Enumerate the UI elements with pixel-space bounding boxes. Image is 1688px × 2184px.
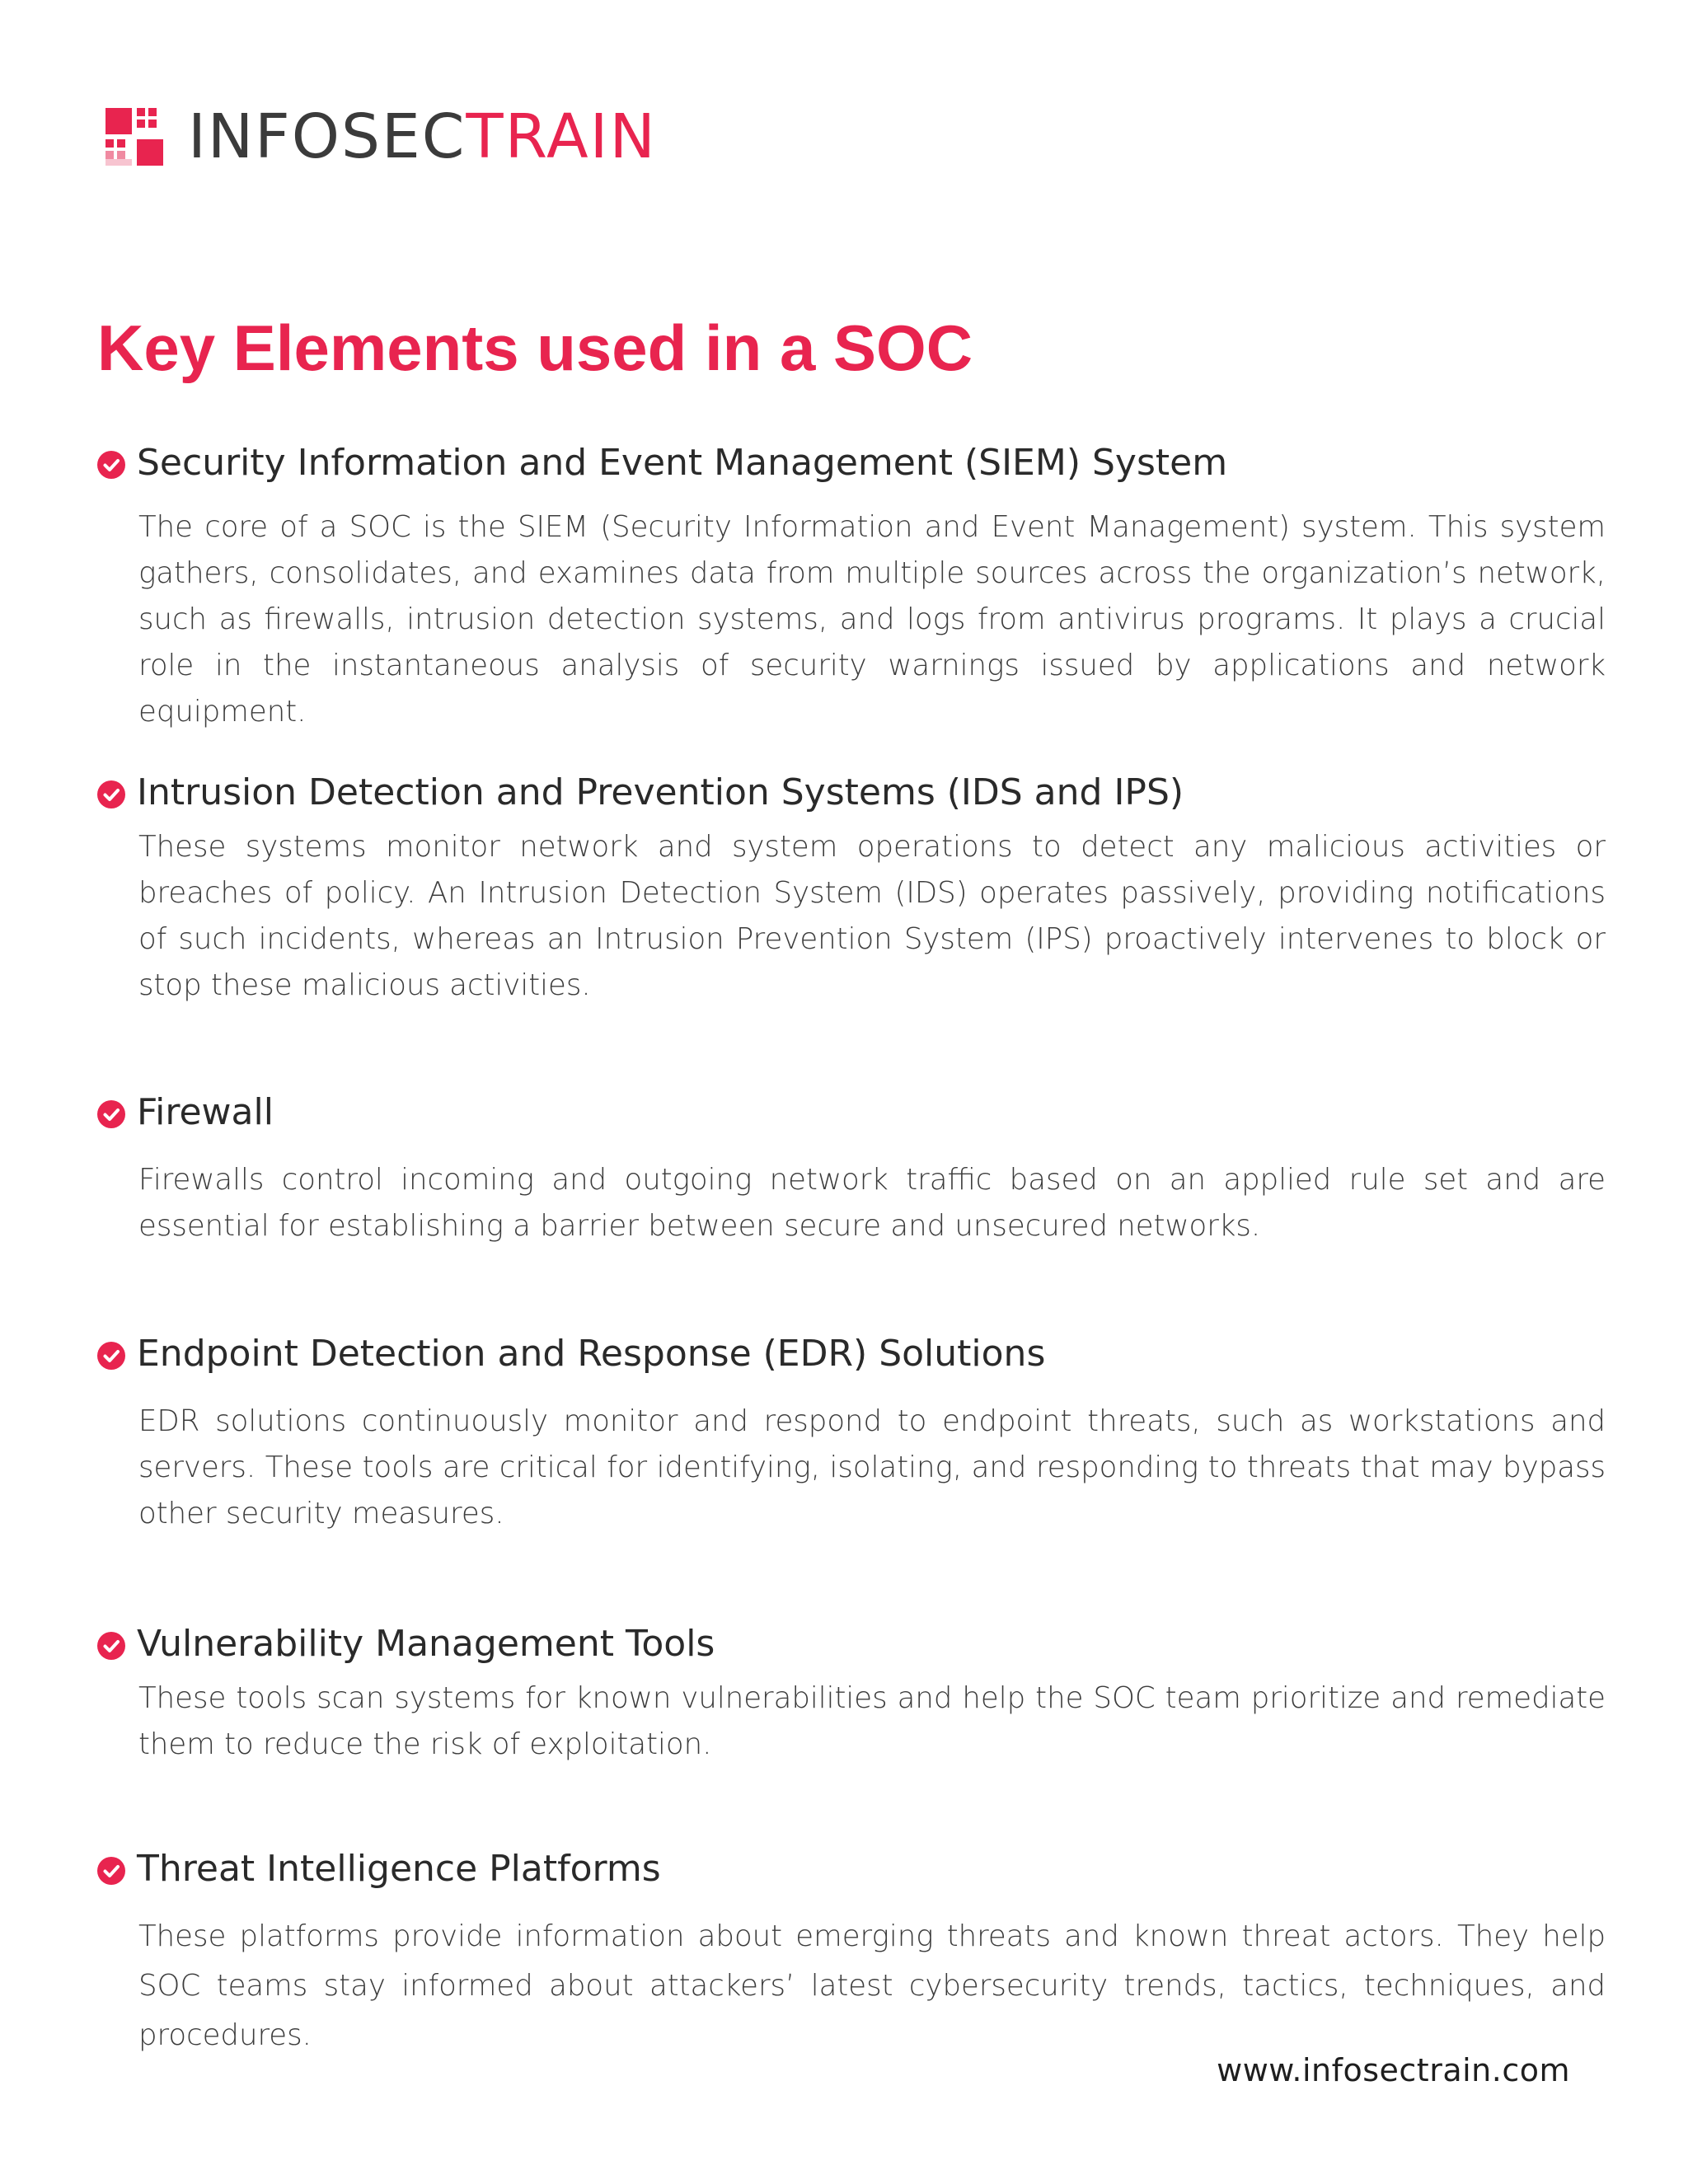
infosectrain-logo-icon bbox=[106, 108, 163, 166]
section-edr bbox=[97, 1329, 1606, 1537]
logo-wordmark-infosec: INFOSEC bbox=[188, 101, 467, 172]
section-firewall bbox=[97, 1088, 1606, 1249]
logo-wordmark-train: TRAIN bbox=[466, 101, 657, 172]
check-circle-icon bbox=[97, 1342, 125, 1370]
section-body: These systems monitor network and system operations to detect any malicious activities or breaches of policy. An Intrusion Detection System (IDS) operates passively, providing notifications of such incidents, whereas an Intrusion Prevention System (IPS) proactively intervenes to block or stop these malicious activities. bbox=[138, 830, 1606, 1002]
section-body: These tools scan systems for known vulnerabilities and help the SOC team prioritize and remediate them to reduce the risk of exploitation. bbox=[138, 1681, 1606, 1761]
section-title: Endpoint Detection and Response (EDR) Solutions bbox=[137, 1333, 1046, 1375]
check-circle-icon bbox=[97, 780, 125, 808]
check-circle-icon bbox=[97, 1857, 125, 1885]
check-circle-icon bbox=[97, 1632, 125, 1660]
section-vulnerability-management bbox=[97, 1619, 1606, 1768]
section-siem bbox=[97, 438, 1606, 735]
section-body: The core of a SOC is the SIEM (Security Information and Event Management) system. This system gathers, consolidates, and examines data from multiple sources across the organization’s network, such as firewalls, intrusion detection systems, and logs from antivirus programs. It plays a crucial role in the instantaneous analysis of security warnings issued by applications and network equipment. bbox=[138, 510, 1606, 729]
section-body: EDR solutions continuously monitor and respond to endpoint threats, such as workstations and servers. These tools are critical for identifying, isolating, and responding to threats that may bypass other security measures. bbox=[138, 1404, 1606, 1530]
check-circle-icon bbox=[97, 451, 125, 479]
section-body: These platforms provide information about emerging threats and known threat actors. They help SOC teams stay informed about attackers’ latest cybersecurity trends, tactics, techniques, and procedures. bbox=[138, 1919, 1606, 2052]
section-title: Threat Intelligence Platforms bbox=[137, 1848, 661, 1890]
brand-logo bbox=[106, 101, 657, 172]
logo-wordmark bbox=[188, 101, 657, 172]
section-heading bbox=[97, 768, 1606, 818]
footer-website-url: www.infosectrain.com bbox=[1217, 2052, 1570, 2088]
section-ids-ips bbox=[97, 768, 1606, 1009]
section-title: Firewall bbox=[137, 1091, 274, 1133]
section-title: Vulnerability Management Tools bbox=[137, 1623, 715, 1665]
section-heading bbox=[97, 1844, 1606, 1894]
page-title: Key Elements used in a SOC bbox=[97, 312, 973, 384]
section-heading bbox=[97, 1619, 1606, 1669]
section-heading bbox=[97, 438, 1606, 488]
check-circle-icon bbox=[97, 1100, 125, 1128]
section-threat-intelligence bbox=[97, 1844, 1606, 2060]
section-title: Security Information and Event Management (SIEM) System bbox=[137, 442, 1228, 484]
section-body: Firewalls control incoming and outgoing network traffic based on an applied rule set and are essential for establishing a barrier between secure and unsecured networks. bbox=[138, 1163, 1606, 1243]
section-title: Intrusion Detection and Prevention Systems (IDS and IPS) bbox=[137, 771, 1184, 813]
section-heading bbox=[97, 1088, 1606, 1137]
section-heading bbox=[97, 1329, 1606, 1379]
